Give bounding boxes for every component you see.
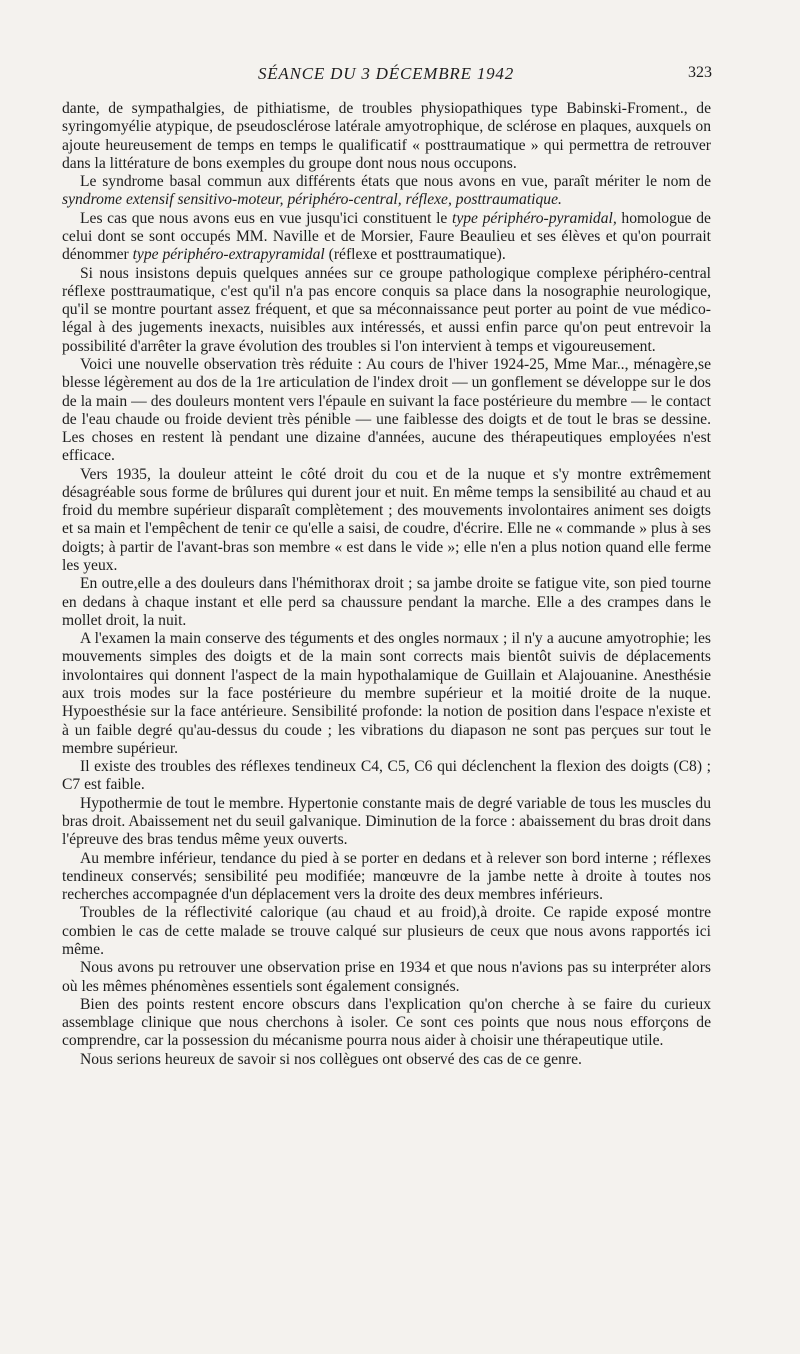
paragraph [62,173,711,210]
paragraph [62,575,711,630]
page-header [62,64,710,88]
paragraph [62,758,711,795]
paragraph-text: Nous serions heureux de savoir si nos collègues ont observé des cas de ce genre. [80,1050,582,1068]
paragraph-text: Voici une nouvelle observation très réduite : Au cours de l'hiver 1924-25, Mme Mar.., ménagère,se blesse légèrement au dos de la 1re articulation de l'index droit — un gonflement se développe sur le dos de la main — des douleurs montent vers l'épaule en suivant la face postérieure du membre — le contact de l'eau chaude ou froide devient très pénible — une faiblesse des doigts et de tout le bras se dessine. Les choses en restent là pendant une dizaine d'années, aucune des thérapeutiques employées n'est efficace. [62,355,711,465]
paragraph-text: Hypothermie de tout le membre. Hypertonie constante mais de degré variable de tous les muscles du bras droit. Abaissement net du seuil galvanique. Diminution de la force : abaissement du bras droit dans l'épreuve des bras tendus même yeux ouverts. [62,794,711,849]
paragraph-text: Bien des points restent encore obscurs dans l'explication qu'on cherche à se faire du curieux assemblage clinique que nous cherchons à isoler. Ce sont ces points que nous nous efforçons de comprendre, car la possession du mécanisme pourra nous aider à choisir une thérapeutique utile. [62,995,711,1050]
paragraph-text: Nous avons pu retrouver une observation prise en 1934 et que nous n'avions pas su interpréter alors où les mêmes phénomènes essentiels sont également consignés. [62,959,711,995]
paragraph [62,850,711,905]
paragraph [62,904,711,959]
paragraph [62,996,711,1051]
paragraph-text: Vers 1935, la douleur atteint le côté droit du cou et de la nuque et s'y montre extrêmement désagréable sous forme de brûlures qui durent jour et nuit. En même temps la sensibilité au chaud et au froid du membre supérieur disparaît complètement ; des mouvements involontaires animent ses doigts et sa main et l'empêchent de tenir ce qu'elle a saisi, de coudre, d'écrire. Elle ne « commande » plus à ses doigts; à partir de l'avant-bras son membre « est dans le vide »; elle n'en a plus notion quand elle ferme les yeux. [62,465,711,575]
paragraph [62,210,711,265]
paragraph-text: Au membre inférieur, tendance du pied à se porter en dedans et à relever son bord interne ; réflexes tendineux conservés; sensibilité peu modifiée; manœuvre de la jambe nette à droite à toutes nos recherches accompagnée d'un déplacement vers la droite des deux membres inférieurs. [62,849,711,904]
paragraph-text: Les cas que nous avons eus en vue jusqu'ici constituent le [80,209,452,227]
paragraph [62,959,711,996]
paragraph-text: Il existe des troubles des réflexes tendineux C4, C5, C6 qui déclenchent la flexion des doigts (C8) ; C7 est faible. [62,758,711,794]
paragraph-text: En outre,elle a des douleurs dans l'hémithorax droit ; sa jambe droite se fatigue vite, son pied tourne en dedans à chaque instant et elle perd sa chaussure pendant la marche. Elle a des crampes dans le mollet droit, la nuit. [62,575,711,629]
italic-text: syndrome extensif sensitivo-moteur, périphéro-central, réflexe, posttraumatique. [62,191,562,209]
paragraph-text: A l'examen la main conserve des téguments et des ongles normaux ; il n'y a aucune amyotrophie; les mouvements simples des doigts et de la main sont corrects mais bientôt suivis de déplacements involontaires qui donnent l'aspect de la main hypothalamique de Guillain et Alajouanine. Anesthésie aux trois modes sur la face postérieure du membre supérieur et la moitié droite de la nuque. Hypoesthésie sur la face antérieure. Sensibilité profonde: la notion de position dans l'espace n'existe et à un faible degré qu'au-dessus du coude ; les vibrations du diapason ne sont pas perçues sur tout le membre supérieur. [62,630,711,757]
paragraph [62,795,711,850]
italic-text: type périphéro-extrapyramidal [132,246,325,264]
paragraph-text: homologue de celui dont se sont occupés MM. Naville et de Morsier, Faure Beaulieu et ses élèves et qu'on pourrait dénommer [62,209,711,264]
paragraph [62,100,711,173]
running-title: SÉANCE DU 3 DÉCEMBRE 1942 [257,64,515,83]
paragraph [62,1051,711,1069]
paragraph-text: Si nous insistons depuis quelques années sur ce groupe pathologique complexe périphéro-central réflexe posttraumatique, c'est qu'il n'a pas encore conquis sa place dans la nosographie neurologique, qu'il se montre pourtant assez fréquent, et que sa méconnaissance peut porter au point de vue médico-légal à des jugements inexacts, nuisibles aux intéressés, et aussi enfin parce qu'on peut entrevoir la possibilité d'arrêter la grave évolution des troubles si l'on intervient à temps et vigoureusement. [62,264,711,355]
paragraph-text: Le syndrome basal commun aux différents états que nous avons en vue, paraît mériter le nom de [80,173,711,191]
paragraph [62,265,711,356]
page-number: 323 [688,64,712,81]
body-text [62,100,711,1069]
paragraph-text: (réflexe et posttraumatique). [324,246,506,264]
italic-text: type périphéro-pyramidal, [452,209,617,227]
paragraph-text: dante, de sympathalgies, de pithiatisme, de troubles physiopathiques type Babinski-Froment., de syringomyélie atypique, de pseudosclérose latérale amyotrophique, de sclérose en plaques, auxquels on ajoute heureusement de temps en temps le qualificatif « posttraumatique » qui permettra de retrouver dans la littérature de bons exemples du groupe dont nous nous occupons. [62,100,711,172]
paragraph [62,356,711,466]
paragraph [62,630,711,758]
paragraph-text: Troubles de la réflectivité calorique (au chaud et au froid),à droite. Ce rapide exposé montre combien le cas de cette malade se trouve calqué sur plusieurs de ceux que nous avons rapportés ici même. [62,904,711,958]
paragraph [62,466,711,576]
